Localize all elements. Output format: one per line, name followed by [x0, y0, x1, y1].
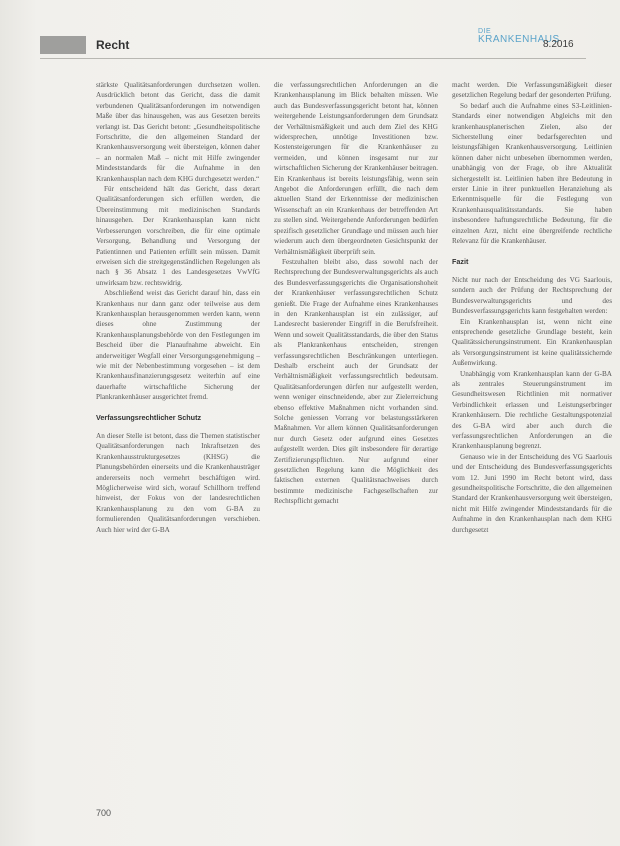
paragraph: Genauso wie in der Entscheidung des VG Saarlouis und der Entscheidung des Bundesverfassungsgerichts vom 12. Juni 1990 im Recht betont wird, dass gesundheitspolitische Fortschritte, die den allgemeinen Standard der Krankenhausversorgung weit übersteigen, nicht mit Hilfe zwingender Mindeststandards für die Aufnahme in den Krankenhausplan nach dem KHG durchgesetzt	[452, 452, 612, 534]
subheading: Fazit	[452, 256, 469, 266]
paragraph: Nicht nur nach der Entscheidung des VG Saarlouis, sondern auch der Prüfung der Rechtsprechung der Bundesverwaltungsgerichts und des Bundesverfassungsgerichts kann festgehalten werden:	[452, 275, 612, 316]
issue-number: 8.2016	[543, 39, 574, 50]
text-column-3	[452, 80, 612, 535]
paragraph: So bedarf auch die Aufnahme eines S3-Leitlinien-Standards einer notwendigen Abgleichs mit den krankenhausplanerischen Zielen, also der Sicherstellung einer bedarfsgerechten und leistungsfähigen Krankenhausversorgung. Leitlinien können daher nicht unbesehen übernommen werden, unabhängig von der Frage, ob ihre Aktualität sichergestellt ist. Leitlinien haben ihre Bedeutung in erster Linie in ihrer punktuellen Heranziehung als Erkenntnisquelle für die Festlegung von Krankenhausqualitätsstandards. Sie haben insbesondere haftungsrechtliche Bedeutung, für die einzelnen Arzt, nicht eine übergreifende rechtliche Relevanz für die Krankenhäuser.	[452, 101, 612, 246]
logo-name: KRANKENHAUS	[478, 34, 560, 45]
paragraph: stärkste Qualitätsanforderungen durchsetzen wollen. Ausdrücklich betont das Gericht, dass die damit verbundenen Qualitätsanforderungen im notwendigen Maße über das hinausgehen, was aus Gesetzen bereits verlangt ist. Das Gericht betont: „Gesundheitspolitische Fortschritte, die den allgemeinen Standard der Krankenhausversorgung weit übersteigen, können daher – an normalen Maß – nicht mit Hilfe zwingender Mindeststandards für die Aufnahme in den Krankenhausplan nach dem KHG durchgesetzt werden.“	[96, 81, 260, 183]
paragraph: Für entscheidend hält das Gericht, dass derart Qualitätsanforderungen sich erfüllen werden, die Übereinstimmung mit medizinischen Standards hinausgehen. Der Krankenhausplan kann nicht Verbesserungen vorschreiben, die für eine optimale Versorgung, Behandlung und Versorgung der Patientinnen und Patienten erfüllt sein müssen. Damit erweisen sich die streitgegenständlichen Regelungen als nach § 36 Absatz 1 des Landesgesetzes VwVfG unwirksam bzw. rechtswidrig.	[96, 185, 260, 287]
section-tab	[40, 36, 86, 54]
text-column-2	[274, 80, 438, 507]
logo-prefix: DIE	[478, 28, 492, 35]
subheading: Verfassungsrechtlicher Schutz	[96, 412, 202, 422]
paragraph: Festzuhalten bleibt also, dass sowohl nach der Rechtsprechung der Bundesverwaltungsgerichts als auch des Bundesverfassungsgerichts die Organisationshoheit der Krankenhäuser verfassungsrechtlichen Schutz genießt. Die Frage der Aufnahme eines Krankenhauses in den Krankenhausplan ist ein zulässiger, auf Landesrecht basierender Eingriff in die Berufsfreiheit. Wenn und soweit Qualitätsstandards, die über den Status als Plankrankenhaus entscheiden, strengen verfassungsrechtlichen Beschränkungen unterliegen. Deshalb erscheint auch der Grundsatz der Verhältnismäßigkeit verfassungsrechtlich bedeutsam. Qualitätsanforderungen dürfen nur aufgestellt werden, wenn weniger einschneidende, aber zur Zielerreichung ebenso effektive Maßnahmen nicht vorhanden sind. Solche geniessen Vorrang vor belastungsstärkeren Maßnahmen. Vor allem können Qualitätsanforderungen nur durch Gesetz oder aufgrund eines Gesetzes aufgestellt werden. Dies gilt insbesondere für derartige Zertifizierungspflichten. Nur aufgrund einer gesetzlichen Regelung kann die Möglichkeit des faktischen externen Qualitätsnachweises durch bestimmte medizinische Fachgesellschaften zur Rechtspflicht gemacht	[274, 257, 438, 506]
header-rule	[40, 58, 586, 59]
paragraph: Unabhängig vom Krankenhausplan kann der G-BA als zentrales Steuerungsinstrument im Gesundheitswesen Richtlinien mit normativer Verbindlichkeit erlassen und Leistungserbringer Krankenhäusern. Die rechtliche Gestaltungspotenzial des G-BA wird aber auch durch die verfassungsrechtlichen Anforderungen an die Krankenhausplanung begrenzt.	[452, 369, 612, 451]
paragraph: An dieser Stelle ist betont, dass die Themen statistischer Qualitätsanforderungen nach Inkraftsetzen des Krankenhausstrukturgesetzes (KHSG) die Planungsbehörden einerseits und die Krankenhausträger andererseits noch vermehrt beschäftigen wird. Möglicherweise wird sich, worauf Schillhorn treffend hinweist, der Fokus von der landesrechtlichen Krankenhausplanung zu den vom G-BA zu formulierenden Qualitätsanforderungen verschieben. Auch hier wird der G-BA	[96, 432, 260, 534]
section-title: Recht	[96, 38, 130, 52]
text-column-1	[96, 80, 260, 535]
paragraph: Ein Krankenhausplan ist, wenn nicht eine entsprechende gesetzliche Grundlage besteht, kein Qualitätssicherungsinstrument. Ein Krankenhausplan als Versorgungsinstrument ist keine qualitätssichernde Außenwirkung.	[452, 317, 612, 368]
paragraph: die verfassungsrechtlichen Anforderungen an die Krankenhausplanung im Blick behalten müssen. Wie auch das Bundesverfassungsgericht betont hat, können weitergehende Leistungsanforderungen dem Grundsatz der Verhältnismäßigkeit und auch dem Ziel des KHG widersprechen, unnötige Investitionen bzw. Kostensteigerungen für die Krankenhäuser zu vermeiden, und können insgesamt nur zur wirtschaftlichen Sicherung der Krankenhäuser beitragen. Ein Krankenhaus ist bereits leistungsfähig, wenn sein Angebot die Anforderungen erfüllt, die nach dem aktuellen Stand der Erkenntnisse der medizinischen Wissenschaft an ein Krankenhaus der betreffenden Art zu stellen sind. Weitergehende Anforderungen bedürfen spezifisch gesetzlicher Grundlage und müssen auch hier wiederum auch dem übergeordneten Gesichtspunkt der Verhältnismäßigkeit überprüft sein.	[274, 81, 438, 256]
paragraph: Abschließend weist das Gericht darauf hin, dass ein Krankenhaus nur dann ganz oder teilweise aus dem Krankenhausplan herausgenommen werden kann, wenn dieses ohne Zustimmung der Krankenhausplanungsbehörde von den Festlegungen im Bescheid über die Planaufnahme abweicht. Ein anderweitiger Wegfall einer Versorgungsgenehmigung – wie mit der Nebenbestimmung vorgesehen – ist dem Krankenhausfinanzierungsgesetz weiterhin auf eine dauerhafte wirtschaftliche Sicherung der Plankrankenhäuser ausgerichtet fremd.	[96, 289, 260, 402]
page-number: 700	[96, 808, 112, 818]
paragraph: macht werden. Die Verfassungsmäßigkeit dieser gesetzlichen Regelung bedarf der gesonderten Prüfung.	[452, 81, 612, 100]
